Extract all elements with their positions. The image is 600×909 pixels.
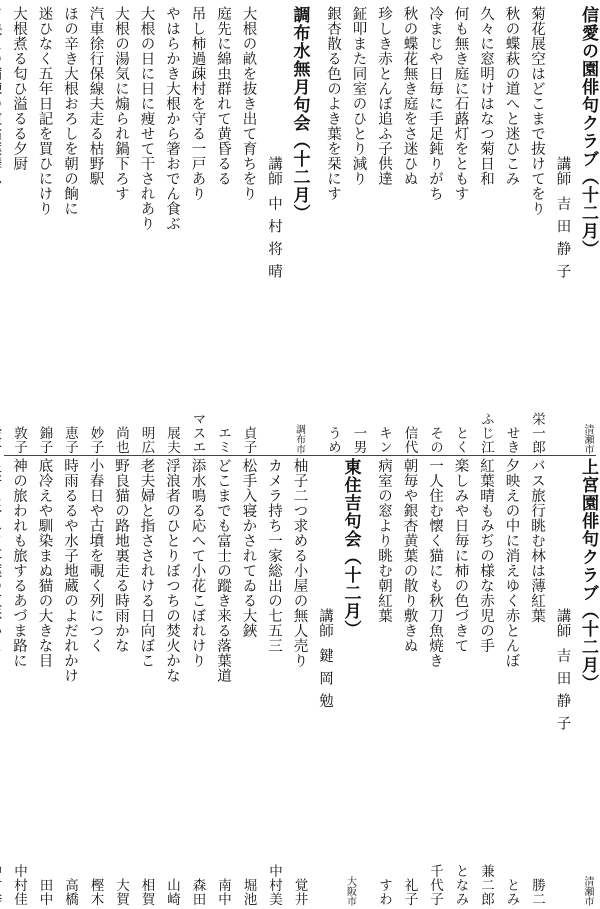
haiku-verse: 大根の畝を抜き出て育ちをり xyxy=(240,6,257,201)
haiku-author: うめ xyxy=(325,426,341,454)
haiku-author: とく xyxy=(452,426,469,454)
title-column xyxy=(575,458,600,906)
haiku-verse: 添水鳴る応へて小花こぼれけり xyxy=(189,458,206,668)
haiku-column xyxy=(6,6,32,454)
haiku-column xyxy=(108,458,134,906)
haiku-column xyxy=(286,458,312,906)
teacher-column xyxy=(549,6,575,454)
haiku-verse: 夕映えの中に消えゆく赤とんぼ xyxy=(503,458,520,668)
haiku-verse: 小春日や古墳を覗く列につく xyxy=(87,458,104,653)
teacher-column xyxy=(312,458,338,906)
teacher-column xyxy=(261,6,287,454)
haiku-author: ふじ江 xyxy=(478,412,494,454)
haiku-verse: 珍しき赤とんぼ追ふ子供達 xyxy=(376,6,392,186)
haiku-column xyxy=(371,458,397,906)
haiku-column xyxy=(235,458,261,906)
title-column xyxy=(337,458,363,906)
haiku-column xyxy=(82,458,108,906)
haiku-column xyxy=(345,6,371,454)
haiku-column xyxy=(473,458,499,906)
haiku-column xyxy=(422,458,448,906)
haiku-verse: 庭先に綿虫群れて黄昏るる xyxy=(215,6,231,186)
haiku-author: 千代子 xyxy=(427,864,443,906)
haiku-author: すわ xyxy=(376,878,392,906)
haiku-author: 貞子 xyxy=(240,426,257,454)
haiku-column xyxy=(31,458,57,906)
haiku-column xyxy=(261,458,287,906)
haiku-column xyxy=(159,458,185,906)
group-location: 大阪市 xyxy=(344,876,356,906)
haiku-author: 中村美 xyxy=(266,864,282,906)
haiku-verse: カメラ持ち一家総出の七五三 xyxy=(266,458,282,653)
haiku-author: 妙子 xyxy=(87,426,104,454)
haiku-column xyxy=(422,6,448,454)
haiku-column xyxy=(498,458,524,906)
group-location: 清瀬市 xyxy=(582,876,593,906)
haiku-verse: やはらかき大根から箸おでん食ぶ xyxy=(164,6,180,231)
haiku-verse: 紅葉晴もみぢの様な赤児の手 xyxy=(478,458,494,653)
haiku-verse: 秋の蝶萩の道へと迷ひこみ xyxy=(503,6,520,186)
teacher-label: 講師 xyxy=(317,608,333,638)
haiku-author: 山崎 xyxy=(164,878,180,906)
tier-divider xyxy=(4,455,596,456)
haiku-verse: 鉦叩また同室のひとり減り xyxy=(350,6,367,186)
haiku-author: エミ xyxy=(215,426,231,454)
haiku-verse: 神の旅われも旅するあづま路に xyxy=(11,458,27,668)
haiku-verse: 病室の窓より眺む朝紅葉 xyxy=(376,458,392,623)
group-spacer xyxy=(312,6,320,454)
haiku-author: せき xyxy=(503,426,520,454)
haiku-column xyxy=(396,6,422,454)
haiku-author: 堀池 xyxy=(240,878,257,906)
haiku-verse: 銀杏散る色のよき葉を栞にす xyxy=(325,6,341,201)
haiku-column xyxy=(473,6,499,454)
haiku-author: 南中 xyxy=(215,878,231,906)
haiku-author: 展夫 xyxy=(164,426,180,454)
haiku-verse: 一人住む懐く猫にも秋刀魚焼き xyxy=(427,458,443,668)
haiku-column xyxy=(184,6,210,454)
haiku-author: 栄一郎 xyxy=(529,412,545,454)
haiku-author: 覚井 xyxy=(291,878,308,906)
haiku-column xyxy=(524,458,550,906)
haiku-author: キン xyxy=(376,426,392,454)
teacher-label: 講師 xyxy=(554,608,571,638)
haiku-author: 一男 xyxy=(350,426,367,454)
haiku-author: 森田 xyxy=(189,878,206,906)
haiku-author: 明広 xyxy=(138,426,155,454)
group-title: 信愛の園俳句クラブ（十二月） xyxy=(578,6,598,258)
haiku-verse: 大根の日に日に痩せて干されあり xyxy=(138,6,155,231)
haiku-verse: 大根の湯気に煽られ鍋下ろす xyxy=(113,6,129,201)
haiku-author: 錦子 xyxy=(36,426,53,454)
haiku-author: 高橋 xyxy=(62,878,78,906)
haiku-verse: 野良猫の路地裏走る時雨かな xyxy=(113,458,129,653)
haiku-verse: 秋の蝶花無き庭をさ迷ひぬ xyxy=(401,6,418,186)
haiku-verse: 時雨るるや水子地蔵のよだれかけ xyxy=(62,458,78,683)
haiku-author: 兼二郎 xyxy=(478,864,494,906)
haiku-author: 勝二 xyxy=(529,878,545,906)
haiku-column xyxy=(159,6,185,454)
haiku-author: マスエ xyxy=(189,412,206,454)
haiku-verse: 楽しみや日毎に柿の色づきて xyxy=(452,458,469,653)
teacher-label: 講師 xyxy=(554,156,571,186)
haiku-verse: 大根煮る匂ひ溢るる夕厨 xyxy=(11,6,27,171)
haiku-column xyxy=(498,6,524,454)
haiku-verse: 底冷えや馴染まぬ猫の大きな目 xyxy=(36,458,53,668)
haiku-verse: 松手入寝かされてゐる大鋏 xyxy=(240,458,257,638)
haiku-verse: 柚子二つ求める小屋の無人売り xyxy=(291,458,308,668)
haiku-column xyxy=(57,6,83,454)
group-title: 東住吉句会（十二月） xyxy=(340,458,361,638)
haiku-author: 樫木 xyxy=(87,878,104,906)
haiku-column xyxy=(133,6,159,454)
haiku-author: その xyxy=(427,426,443,454)
haiku-verse: 久々に窓明けはなつ菊日和 xyxy=(478,6,494,186)
haiku-author: 敦子 xyxy=(11,426,27,454)
group-location: 調布市 xyxy=(293,424,305,454)
group-title: 上宮園俳句クラブ（十二月） xyxy=(578,458,598,692)
haiku-column xyxy=(235,6,261,454)
teacher-column xyxy=(549,458,575,906)
haiku-author: 恵子 xyxy=(62,426,78,454)
haiku-author: 大賀 xyxy=(113,878,129,906)
haiku-verse: 何も無き庭に石蕗灯をともす xyxy=(452,6,469,201)
haiku-verse: ほの辛き大根おろしを朝の餉に xyxy=(62,6,78,216)
haiku-column xyxy=(447,6,473,454)
group-title: 調布水無月句会（十二月） xyxy=(289,6,310,222)
haiku-column xyxy=(210,458,236,906)
haiku-column xyxy=(82,6,108,454)
haiku-verse: 冷まじや日毎に手足鈍りがち xyxy=(427,6,443,201)
haiku-verse: 迷ひなく五年日記を買ひにけり xyxy=(36,6,53,216)
haiku-verse: 老夫婦と指さされける日向ぼこ xyxy=(138,458,155,668)
haiku-author: 田中 xyxy=(36,878,53,906)
teacher-label: 講師 xyxy=(266,156,282,186)
haiku-column xyxy=(57,458,83,906)
haiku-verse: 朝毎や銀杏黄葉の散り敷きぬ xyxy=(401,458,418,653)
haiku-column xyxy=(447,458,473,906)
teacher-name: 中村将晴 xyxy=(266,196,282,286)
lower-tier xyxy=(0,458,600,906)
haiku-author: 礼子 xyxy=(401,878,418,906)
haiku-verse: 吊し柿過疎村を守る一戸あり xyxy=(189,6,206,201)
haiku-author: 中村佳 xyxy=(11,864,27,906)
haiku-author: 相賀 xyxy=(138,878,155,906)
haiku-verse: どこまでも富士の蹤き来る落葉道 xyxy=(215,458,231,683)
title-column xyxy=(286,6,312,454)
haiku-column xyxy=(133,458,159,906)
title-column xyxy=(575,6,600,454)
haiku-column xyxy=(210,6,236,454)
haiku-column xyxy=(184,458,210,906)
haiku-column xyxy=(31,6,57,454)
haiku-author: となみ xyxy=(452,864,469,906)
haiku-column xyxy=(396,458,422,906)
teacher-name: 鍵岡勉 xyxy=(317,648,333,716)
haiku-column xyxy=(108,6,134,454)
haiku-verse: 浮浪者のひとりぼつちの焚火かな xyxy=(164,458,180,683)
teacher-name: 吉田静子 xyxy=(554,196,571,286)
haiku-author: 尚也 xyxy=(113,426,129,454)
haiku-verse: 汽車徐行保線夫走る枯野駅 xyxy=(87,6,104,186)
haiku-verse: バス旅行眺む林は薄紅葉 xyxy=(529,458,545,623)
haiku-column xyxy=(371,6,397,454)
upper-tier xyxy=(0,6,600,454)
haiku-column xyxy=(320,6,346,454)
group-spacer xyxy=(363,458,371,906)
haiku-column xyxy=(6,458,32,906)
haiku-column xyxy=(524,6,550,454)
haiku-author: 信代 xyxy=(401,426,418,454)
group-location: 清瀬市 xyxy=(582,424,593,454)
haiku-author: とみ xyxy=(503,878,520,906)
teacher-name: 吉田静子 xyxy=(554,648,571,738)
haiku-verse: 菊花展空はどこまで抜けてをり xyxy=(529,6,545,216)
